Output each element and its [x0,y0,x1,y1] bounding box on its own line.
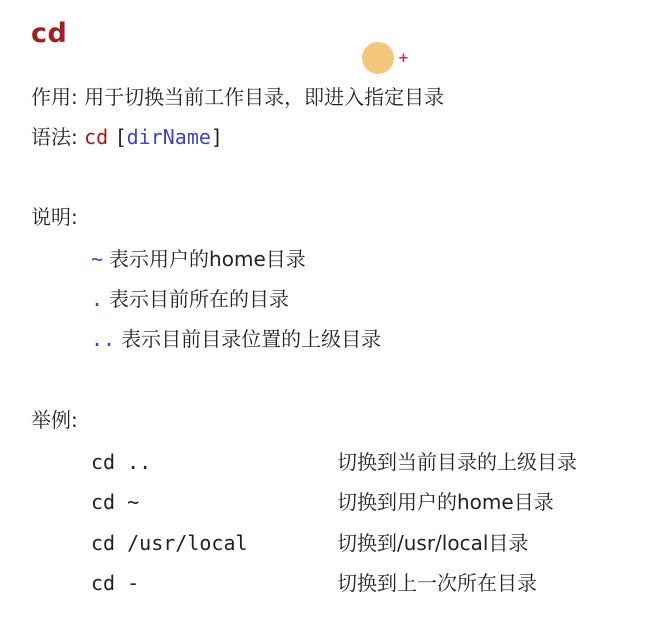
explain-symbol: .. [91,327,116,351]
explain-text: 表示目前所在的目录 [109,287,290,311]
page-title: cd [31,18,68,49]
syntax-open-bracket: [ [114,125,127,149]
explain-item [91,325,381,353]
syntax-command: cd [84,125,109,149]
explain-label: 说明: [31,205,78,229]
example-description: 切换到当前目录的上级目录 [337,450,577,474]
examples-label: 举例: [31,408,78,432]
syntax-close-bracket: ] [210,125,223,149]
example-command: cd .. [91,450,152,474]
example-command: cd /usr/local [91,531,248,555]
explain-symbol: . [91,287,104,311]
explain-item [91,245,306,273]
plus-icon: + [398,51,409,66]
cursor-highlight-icon [362,42,394,74]
usage-label: 作用: [31,85,78,109]
syntax-param: dirName [126,125,211,149]
syntax-line [31,123,223,151]
explain-symbol: ~ [91,247,104,271]
usage-line [31,83,444,111]
example-command: cd - [91,571,140,595]
example-description: 切换到用户的home目录 [337,490,554,514]
example-description: 切换到/usr/local目录 [337,531,529,555]
example-command: cd ~ [91,490,140,514]
example-description: 切换到上一次所在目录 [337,571,537,595]
explain-text: 表示目前目录位置的上级目录 [121,327,382,351]
usage-text: 用于切换当前工作目录，即进入指定目录 [84,85,445,109]
explain-item [91,285,289,313]
syntax-label: 语法: [31,125,78,149]
explain-text: 表示用户的home目录 [109,247,306,271]
